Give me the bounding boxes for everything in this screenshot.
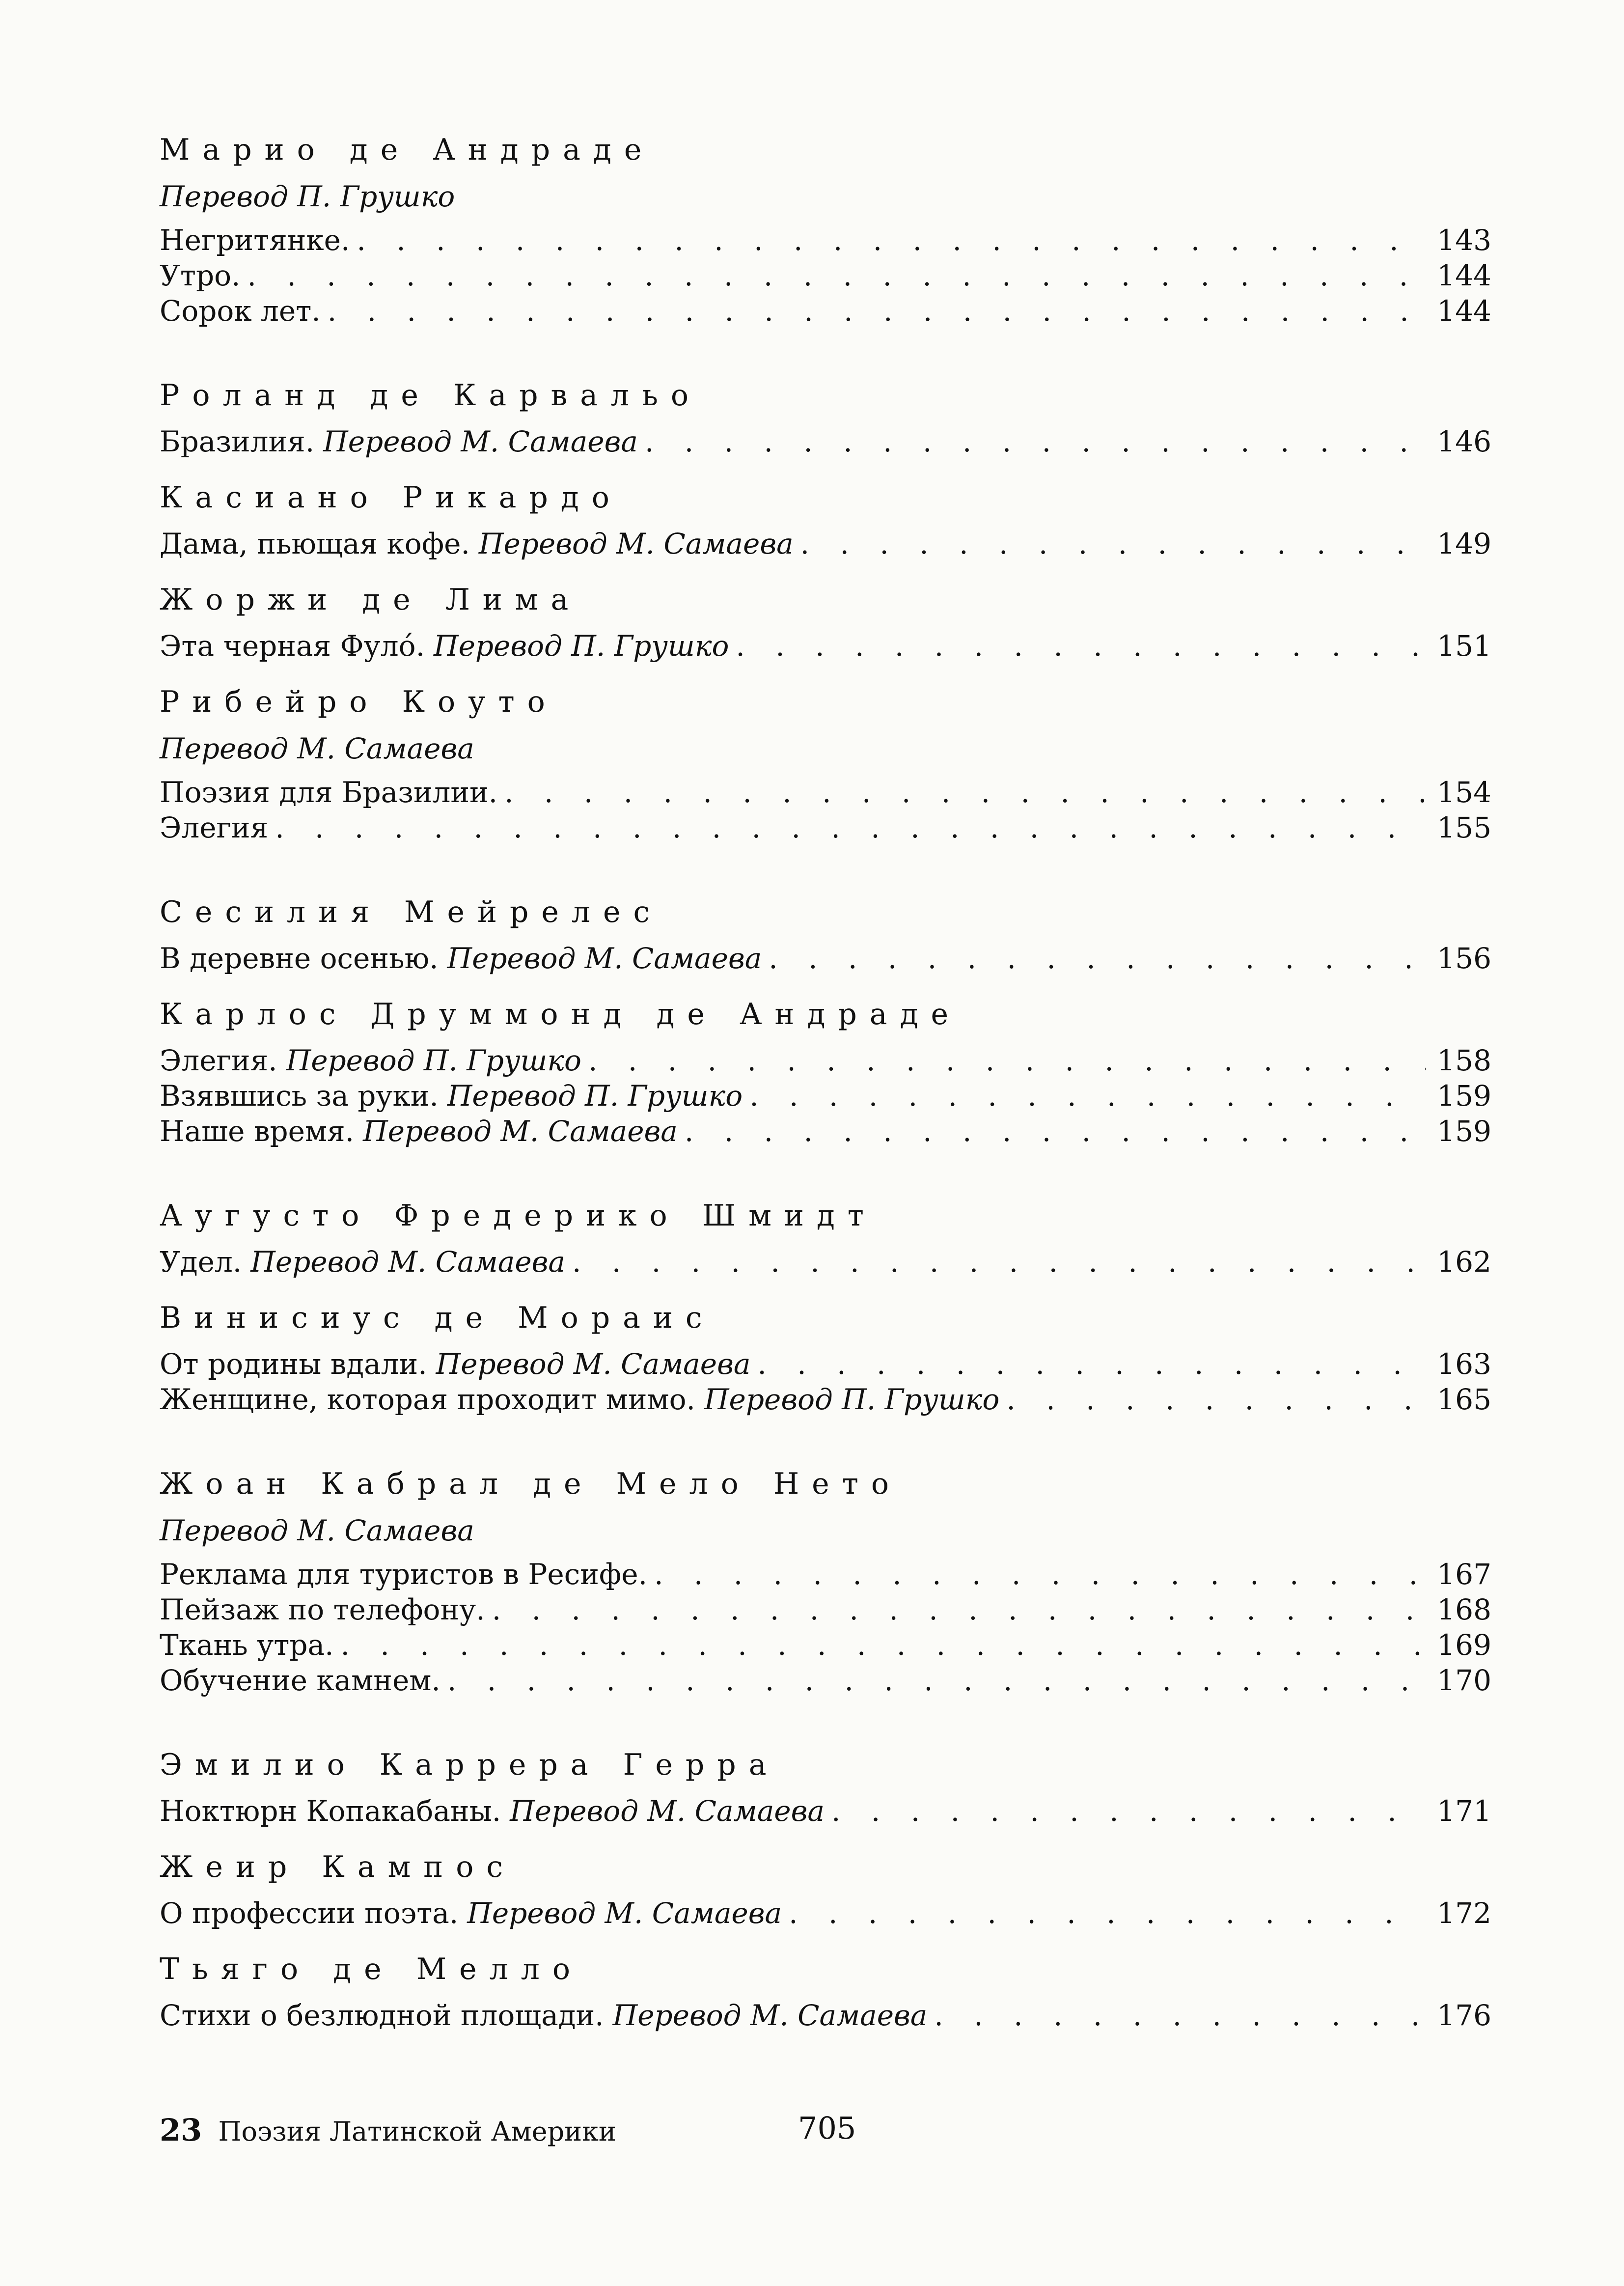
- toc-entry[interactable]: [160, 1382, 1491, 1417]
- toc-section: [160, 1191, 1491, 1280]
- toc-entry[interactable]: [160, 1557, 1491, 1592]
- section-spacer: [160, 1149, 1491, 1177]
- toc-entry[interactable]: [160, 1043, 1491, 1078]
- entry-translator: Перевод М. Самаева: [478, 527, 794, 560]
- entry-translator: Перевод М. Самаева: [323, 425, 638, 458]
- entry-title: Наше время.: [160, 1115, 355, 1148]
- toc-section: [160, 1459, 1491, 1698]
- dot-leader: [275, 810, 1426, 845]
- toc-entry[interactable]: [160, 775, 1491, 810]
- entry-title: Стихи о безлюдной площади.: [160, 1999, 604, 2032]
- author-heading: Роланд де Карвальо: [160, 378, 701, 413]
- entry-title: Женщине, которая проходит мимо.: [160, 1383, 695, 1416]
- translator-credit: Перевод М. Самаева: [160, 732, 474, 765]
- author-heading: Аугусто Фредерико Шмидт: [160, 1199, 877, 1233]
- entry-list: [160, 941, 1491, 976]
- section-spacer: [160, 1417, 1491, 1446]
- toc-section: [160, 888, 1491, 976]
- entry-page-number: 149: [1437, 527, 1491, 560]
- entry-translator: Перевод М. Самаева: [363, 1115, 678, 1148]
- signature-mark: 23: [160, 2112, 202, 2148]
- entry-list: [160, 1346, 1491, 1417]
- toc-entry[interactable]: [160, 223, 1491, 258]
- author-heading: Жоржи де Лима: [160, 583, 581, 617]
- entry-page-number: 154: [1437, 776, 1491, 809]
- entry-title: Реклама для туристов в Ресифе.: [160, 1558, 648, 1591]
- page-footer: [160, 2112, 1491, 2148]
- entry-page-number: 169: [1437, 1628, 1491, 1662]
- entry-title: Обучение камнем.: [160, 1664, 440, 1697]
- entry-translator: Перевод М. Самаева: [612, 1999, 928, 2032]
- toc-entry[interactable]: [160, 1998, 1491, 2033]
- entry-page-number: 172: [1437, 1896, 1491, 1930]
- entry-page-number: 176: [1437, 1999, 1491, 2032]
- entry-page-number: 171: [1437, 1794, 1491, 1828]
- toc-section: [160, 1293, 1491, 1417]
- toc-section: [160, 990, 1491, 1149]
- entry-page-number: 170: [1437, 1664, 1491, 1697]
- entry-page-number: 163: [1437, 1347, 1491, 1381]
- entry-page-number: 143: [1437, 223, 1491, 257]
- author-heading: Жоан Кабрал де Мело Нето: [160, 1467, 902, 1501]
- entry-page-number: 158: [1437, 1044, 1491, 1077]
- entry-list: [160, 223, 1491, 329]
- dot-leader: [769, 941, 1426, 976]
- section-spacer: [160, 1698, 1491, 1727]
- toc-section: [160, 677, 1491, 845]
- toc-entry[interactable]: [160, 293, 1491, 329]
- toc-section: [160, 575, 1491, 664]
- dot-leader: [341, 1627, 1426, 1663]
- entry-title: Эта черная Фуло́.: [160, 629, 425, 663]
- entry-list: [160, 1244, 1491, 1280]
- entry-list: [160, 1896, 1491, 1931]
- entry-page-number: 144: [1437, 259, 1491, 292]
- section-spacer: [160, 329, 1491, 357]
- entry-page-number: 162: [1437, 1245, 1491, 1279]
- entry-translator: Перевод П. Грушко: [447, 1079, 743, 1113]
- entry-translator: Перевод М. Самаева: [250, 1245, 566, 1279]
- dot-leader: [934, 1998, 1426, 2033]
- author-heading: Тьяго де Мелло: [160, 1952, 583, 1986]
- entry-page-number: 165: [1437, 1383, 1491, 1416]
- dot-leader: [736, 628, 1426, 664]
- toc-section: [160, 473, 1491, 561]
- toc-section: [160, 371, 1491, 459]
- author-heading: Марио де Андраде: [160, 133, 655, 167]
- entry-list: [160, 775, 1491, 845]
- entry-page-number: 155: [1437, 811, 1491, 844]
- toc-entry[interactable]: [160, 1627, 1491, 1663]
- entry-page-number: 159: [1437, 1115, 1491, 1148]
- entry-title: О профессии поэта.: [160, 1896, 459, 1930]
- entry-title: Пейзаж по телефону.: [160, 1593, 485, 1626]
- author-heading: Винисиус де Мораис: [160, 1301, 715, 1335]
- dot-leader: [328, 293, 1426, 329]
- toc-entry[interactable]: [160, 628, 1491, 664]
- entry-translator: Перевод П. Грушко: [434, 629, 729, 663]
- entry-list: [160, 526, 1491, 561]
- author-heading: Карлос Друммонд де Андраде: [160, 997, 962, 1031]
- toc-entry[interactable]: [160, 526, 1491, 561]
- entry-title: Дама, пьющая кофе.: [160, 527, 470, 560]
- entry-title: Сорок лет.: [160, 294, 321, 328]
- toc-entry[interactable]: [160, 1346, 1491, 1382]
- dot-leader: [685, 1114, 1426, 1149]
- toc-entry[interactable]: [160, 1078, 1491, 1114]
- dot-leader: [645, 424, 1426, 459]
- entry-title: Ноктюрн Копакабаны.: [160, 1794, 501, 1828]
- dot-leader: [588, 1043, 1426, 1078]
- page-number: 705: [798, 2110, 856, 2146]
- dot-leader: [757, 1346, 1426, 1382]
- dot-leader: [654, 1557, 1426, 1592]
- entry-title: Ткань утра.: [160, 1628, 334, 1662]
- entry-title: Утро.: [160, 259, 241, 292]
- entry-translator: Перевод П. Грушко: [286, 1044, 581, 1077]
- entry-list: [160, 1043, 1491, 1149]
- toc-entry[interactable]: [160, 1793, 1491, 1829]
- entry-page-number: 144: [1437, 294, 1491, 328]
- toc-entry[interactable]: [160, 1114, 1491, 1149]
- entry-title: Элегия.: [160, 1044, 277, 1077]
- book-title: Поэзия Латинской Америки: [218, 2116, 616, 2147]
- entry-page-number: 159: [1437, 1079, 1491, 1113]
- dot-leader: [357, 223, 1426, 258]
- toc-entry[interactable]: [160, 1663, 1491, 1698]
- entry-list: [160, 1793, 1491, 1829]
- entry-page-number: 167: [1437, 1558, 1491, 1591]
- toc-section: [160, 1740, 1491, 1829]
- dot-leader: [447, 1663, 1426, 1698]
- dot-leader: [800, 526, 1426, 561]
- entry-list: [160, 1998, 1491, 2033]
- entry-title: От родины вдали.: [160, 1347, 427, 1381]
- toc-entry[interactable]: [160, 1896, 1491, 1931]
- dot-leader: [831, 1793, 1426, 1829]
- toc-entry[interactable]: [160, 941, 1491, 976]
- toc-entry[interactable]: [160, 258, 1491, 293]
- entry-title: Удел.: [160, 1245, 242, 1279]
- entry-title: В деревне осенью.: [160, 942, 439, 975]
- dot-leader: [1006, 1382, 1426, 1417]
- entry-title: Негритянке.: [160, 223, 350, 257]
- entry-list: [160, 628, 1491, 664]
- entry-title: Элегия: [160, 811, 269, 844]
- entry-title: Взявшись за руки.: [160, 1079, 439, 1113]
- entry-page-number: 168: [1437, 1593, 1491, 1626]
- section-spacer: [160, 845, 1491, 874]
- entry-translator: Перевод М. Самаева: [436, 1347, 751, 1381]
- dot-leader: [247, 258, 1426, 293]
- author-heading: Сесилия Мейрелес: [160, 895, 663, 929]
- entry-list: [160, 1557, 1491, 1698]
- author-heading: Жеир Кампос: [160, 1850, 516, 1884]
- entry-translator: Перевод П. Грушко: [704, 1383, 1000, 1416]
- entry-title: Поэзия для Бразилии.: [160, 776, 498, 809]
- toc-entry[interactable]: [160, 810, 1491, 845]
- dot-leader: [504, 775, 1426, 810]
- dot-leader: [789, 1896, 1426, 1931]
- table-of-contents: [160, 125, 1491, 2033]
- translator-credit: Перевод М. Самаева: [160, 1514, 474, 1547]
- toc-section: [160, 1945, 1491, 2033]
- author-heading: Рибейро Коуто: [160, 685, 558, 719]
- entry-page-number: 146: [1437, 425, 1491, 458]
- dot-leader: [572, 1244, 1426, 1280]
- toc-section: [160, 1842, 1491, 1931]
- toc-section: [160, 125, 1491, 329]
- entry-translator: Перевод М. Самаева: [467, 1896, 782, 1930]
- entry-list: [160, 424, 1491, 459]
- translator-credit: Перевод П. Грушко: [160, 180, 455, 213]
- toc-entry[interactable]: [160, 1592, 1491, 1627]
- entry-translator: Перевод М. Самаева: [510, 1794, 825, 1828]
- toc-entry[interactable]: [160, 424, 1491, 459]
- dot-leader: [749, 1078, 1426, 1114]
- entry-page-number: 156: [1437, 942, 1491, 975]
- author-heading: Эмилио Каррера Герра: [160, 1748, 779, 1782]
- toc-entry[interactable]: [160, 1244, 1491, 1280]
- entry-title: Бразилия.: [160, 425, 315, 458]
- entry-page-number: 151: [1437, 629, 1491, 663]
- author-heading: Касиано Рикардо: [160, 480, 622, 515]
- entry-translator: Перевод М. Самаева: [447, 942, 762, 975]
- dot-leader: [492, 1592, 1426, 1627]
